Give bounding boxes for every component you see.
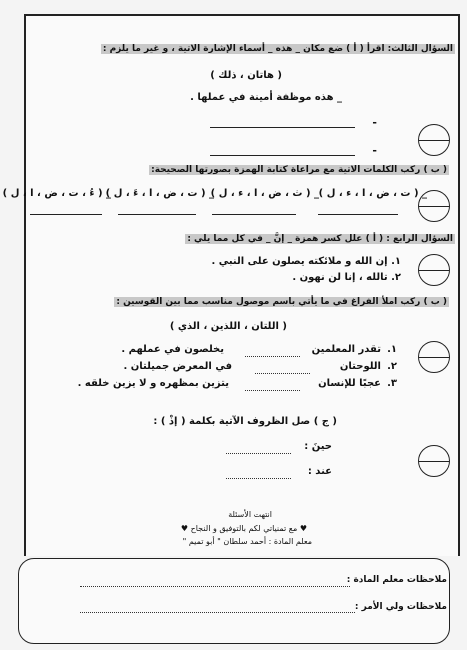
grade-circle xyxy=(418,190,450,222)
q4-item-1: ١. إن الله و ملائكته يصلون على النبي . xyxy=(211,256,401,267)
answer-line[interactable] xyxy=(210,127,355,128)
fill-item-num: ٢. xyxy=(387,361,397,372)
fill-item-before: اللوحتان xyxy=(339,361,381,372)
fill-blank[interactable] xyxy=(245,390,300,391)
fill-item-num: ١. xyxy=(387,344,397,355)
fill-item-after: يتزين بمظهره و لا يزين خلقه . xyxy=(77,378,229,389)
adverb-blank[interactable] xyxy=(226,453,291,454)
q4-options: ( اللتان ، اللذين ، الذي ) xyxy=(169,321,287,332)
word-group-3: _ ( ت ، ض ، ا ، ءَ ، ل ) xyxy=(105,188,214,199)
parent-notes-field[interactable] xyxy=(80,612,355,613)
answer-line[interactable] xyxy=(30,214,102,215)
grade-circle xyxy=(418,254,450,286)
end-note: انتهت الأسئلة xyxy=(228,510,272,519)
q3-part-b: ( ب ) ركب الكلمات الاتية مع مراعاة كتابة الهمزة بصورتها الصحيحة: xyxy=(151,165,447,175)
q3-heading: السؤال الثالث: اقرأ ( أ ) ضع مكان _ هذه _ أسماء الإشارة الاتية ، و غير ما يلزم : xyxy=(102,44,453,54)
answer-line[interactable] xyxy=(210,155,355,156)
fill-blank[interactable] xyxy=(255,373,310,374)
fill-item-num: ٣. xyxy=(387,378,397,389)
adverb-1: حينَ : xyxy=(304,441,332,452)
parent-notes-label: ملاحظات ولي الأمر : xyxy=(354,602,447,612)
teacher-notes-label: ملاحظات معلم المادة : xyxy=(346,575,447,585)
q4-part-b: ( ب ) ركب املأ الفراغ في ما يأتي باسم موصول مناسب مما بين القوسين : xyxy=(116,297,447,307)
q3-dash-1: - xyxy=(372,116,377,129)
adverb-blank[interactable] xyxy=(226,478,291,479)
answer-line[interactable] xyxy=(118,214,196,215)
grade-circle xyxy=(418,341,450,373)
fill-item-after: في المعرض جميلتان . xyxy=(123,361,232,372)
word-group-1: _ ( ت ، ض ، ا ، ء ، ل ) xyxy=(318,188,427,199)
q3-options: ( هاتان ، ذلك ) xyxy=(210,70,282,81)
grade-circle xyxy=(418,445,450,477)
word-group-2: _ ( ث ، ض ، ا ، ء ، ل ) xyxy=(210,188,319,199)
word-group-4: _ ( ءُ ، ت ، ض ، ا ، ل ) xyxy=(2,188,111,199)
teacher-note: معلم المادة : أحمد سلطان " أبو تميم " xyxy=(182,537,312,546)
q4-part-c: ( ج ) صل الظروف الآتية بكلمة ( إذْ ) : xyxy=(153,416,337,427)
notes-box xyxy=(18,558,450,644)
q3-dash-2: - xyxy=(372,144,377,157)
answer-line[interactable] xyxy=(212,214,296,215)
fill-blank[interactable] xyxy=(245,356,300,357)
fill-item-after: يخلصون في عملهم . xyxy=(121,344,224,355)
fill-item-before: عجبًا للإنسان xyxy=(318,378,381,389)
adverb-2: عند : xyxy=(307,466,332,477)
grade-circle xyxy=(418,124,450,156)
answer-line[interactable] xyxy=(318,214,398,215)
teacher-notes-field[interactable] xyxy=(80,586,350,587)
q3-sentence: _ هذه موظفة أمينة في عملها . xyxy=(190,92,342,103)
wish-note: ♥ مع تمنياتي لكم بالتوفيق و النجاح ♥ xyxy=(180,524,307,533)
q4-heading: السؤال الرابع : ( أ ) علل كسر همزة _ إنَّ _ في كل مما يلي : xyxy=(187,234,453,244)
fill-item-before: تقدر المعلمين xyxy=(311,344,381,355)
q4-item-2: ٢. تالله ، إنا لن نهون . xyxy=(292,272,401,283)
